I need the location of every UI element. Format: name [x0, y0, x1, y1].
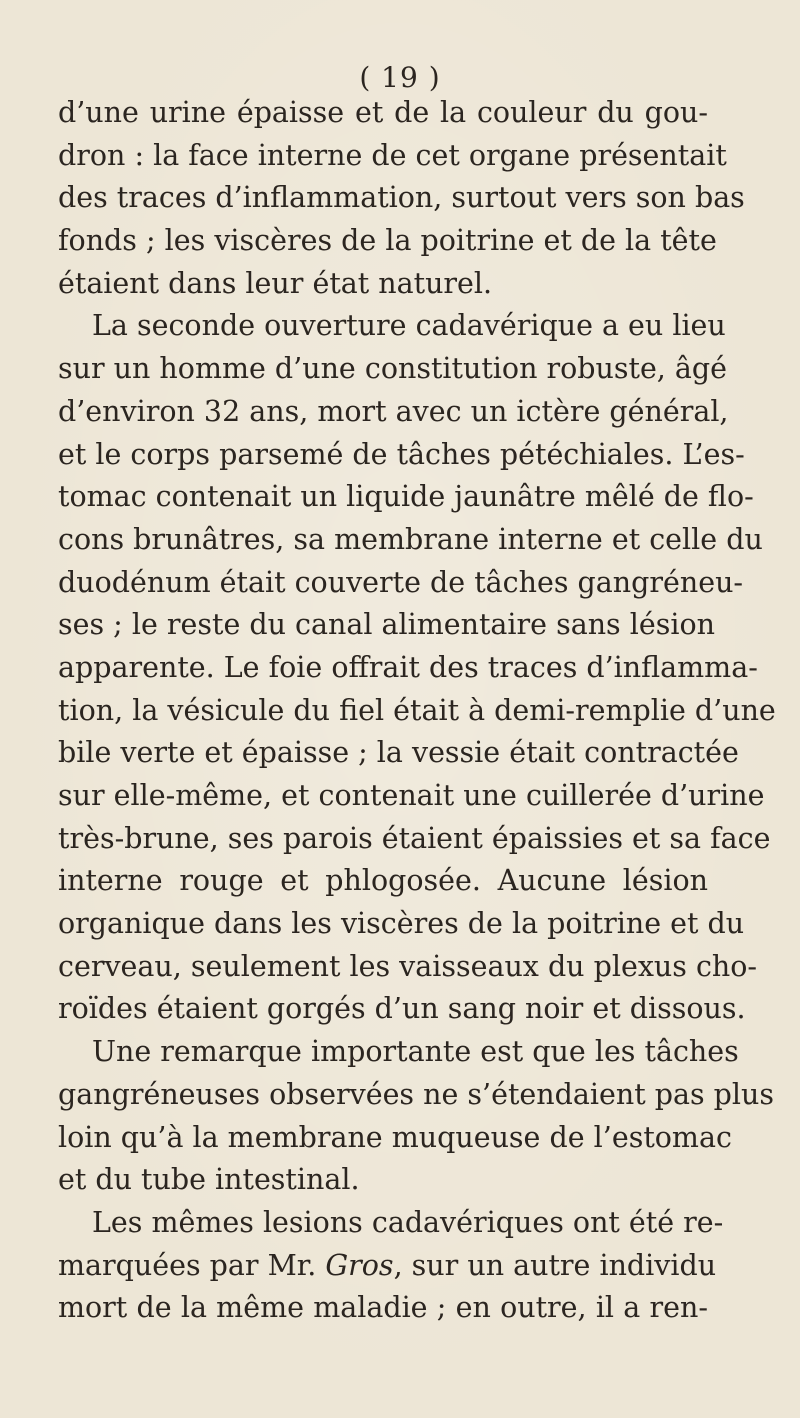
text-line: d’une urine épaisse et de la couleur du gou- [58, 96, 708, 129]
page-number: ( 19 ) [359, 61, 441, 94]
text-line: Les mêmes lesions cadavériques ont été re- [92, 1205, 724, 1239]
text-line: organique dans les viscères de la poitrine et du [58, 907, 745, 941]
text-line: duodénum était couverte de tâches gangréneu- [58, 565, 744, 599]
text-line: cerveau, seulement les vaisseaux du plexus cho- [58, 949, 758, 983]
text-line: étaient dans leur état naturel. [58, 266, 493, 300]
text-line: loin qu’à la membrane muqueuse de l’estomac [58, 1120, 732, 1154]
italic-name: Gros [325, 1248, 394, 1282]
text-line: tomac contenait un liquide jaunâtre mêlé de flo- [58, 480, 754, 514]
text-line: et du tube intestinal. [58, 1163, 360, 1197]
text-line: Une remarque importante est que les tâches [92, 1035, 739, 1069]
text-line: marquées par Mr. Gros, sur un autre individu [58, 1248, 717, 1282]
text-line: et le corps parsemé de tâches pétéchiales. L’es- [58, 437, 745, 471]
text-line: très-brune, ses parois étaient épaissies et sa face [58, 821, 771, 855]
text-line: fonds ; les viscères de la poitrine et de la tête [58, 224, 717, 258]
text-line: mort de la même maladie ; en outre, il a ren- [58, 1291, 708, 1325]
text-line: apparente. Le foie offrait des traces d’inflamma- [58, 650, 758, 684]
text-line: des traces d’inflammation, surtout vers son bas [58, 181, 745, 215]
text-line: bile verte et épaisse ; la vessie était contractée [58, 736, 739, 770]
text-line: cons brunâtres, sa membrane interne et celle du [58, 522, 763, 556]
text-line: ses ; le reste du canal alimentaire sans lésion [58, 608, 715, 642]
text-line: d’environ 32 ans, mort avec un ictère général, [58, 394, 729, 428]
text-line: sur un homme d’une constitution robuste, âgé [58, 352, 728, 386]
text-line: tion, la vésicule du fiel était à demi-remplie d’une [58, 693, 776, 727]
text-line: roïdes étaient gorgés d’un sang noir et dissous. [58, 992, 746, 1026]
text-line: sur elle-même, et contenait une cuillerée d’urine [58, 779, 765, 812]
text-line: La seconde ouverture cadavérique a eu lieu [92, 309, 726, 343]
text-line: interne rouge et phlogosée. Aucune lésion [58, 864, 708, 898]
text-line: gangréneuses observées ne s’étendaient pas plus [58, 1077, 774, 1111]
body-text [58, 92, 776, 1330]
text-line: dron : la face interne de cet organe présentait [58, 138, 727, 172]
